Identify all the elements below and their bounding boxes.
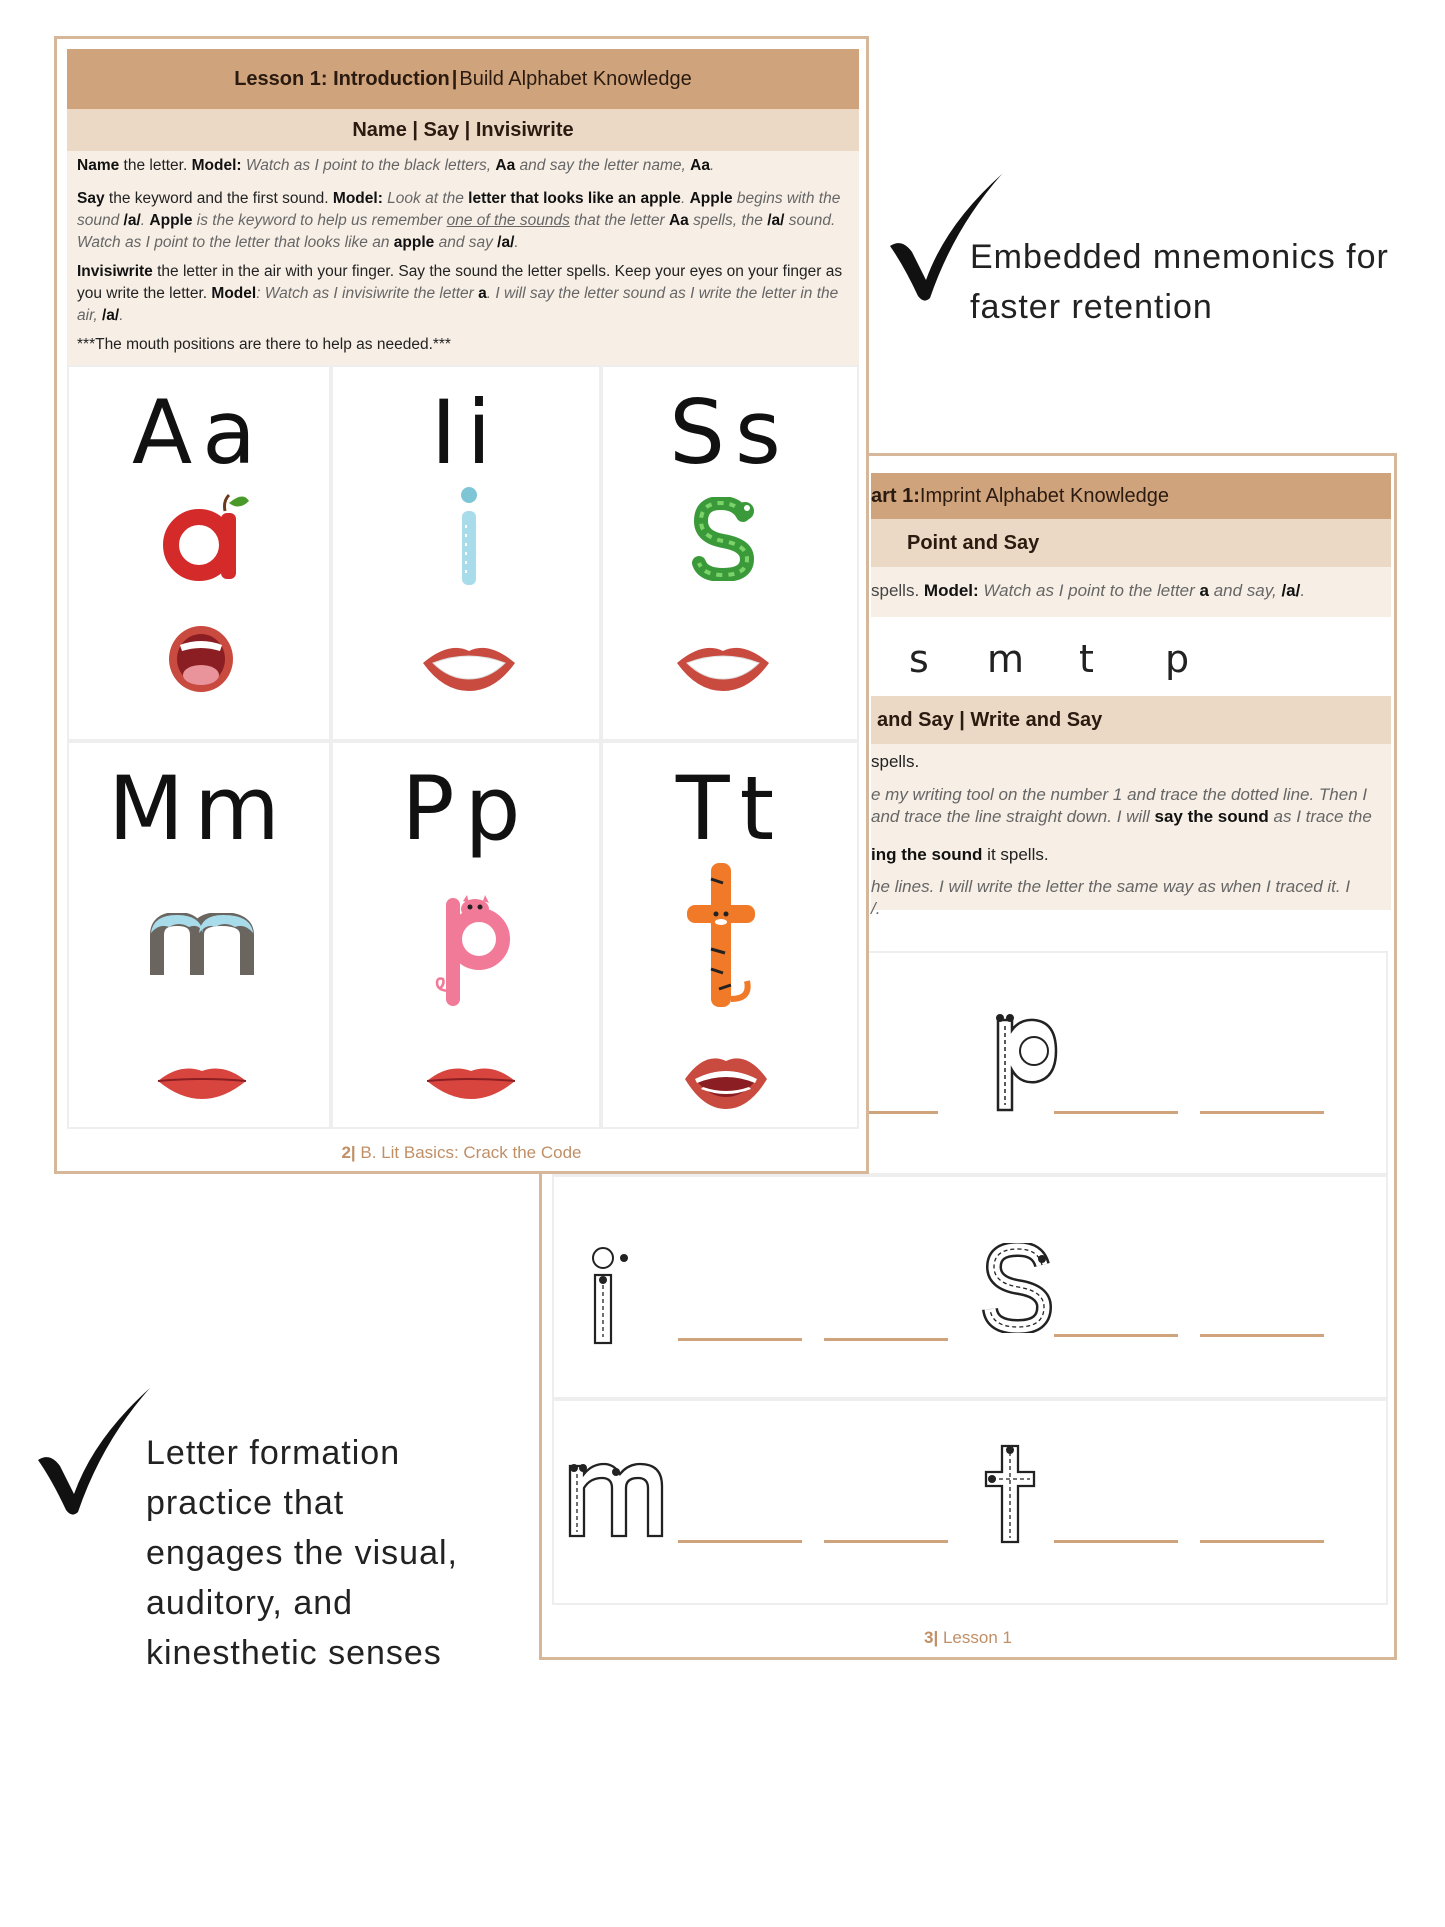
card-letters: Aa [131,381,267,484]
card-ii [331,365,601,741]
page3-header-rest: Imprint Alphabet Knowledge [919,484,1169,507]
trace-s-icon [982,1243,1054,1333]
card-letters: Tt [675,757,785,860]
page3-instruction-2: spells. [871,752,920,771]
mouth-closed-icon [423,1061,519,1101]
page3-subheader-point-and-say: Point and Say [871,519,1391,567]
page2-instructions-bg [67,151,859,365]
card-ss [601,365,859,741]
trace-row-2 [552,1175,1388,1399]
benefit-letter-formation: Letter formation practice that engages the visual, auditory, and kinesthetic senses [146,1434,458,1672]
page2-header-rest: Build Alphabet Knowledge [459,67,692,90]
blank-line[interactable] [678,1540,802,1543]
card-aa [67,365,331,741]
checkmark-icon [34,1382,154,1518]
card-mm [67,741,331,1129]
blank-line[interactable] [1054,1540,1178,1543]
benefit-mnemonics: Embedded mnemonics for faster retention [970,238,1389,326]
page3-header [871,473,1391,519]
mouth-open-icon [166,623,236,695]
trace-i-icon [590,1247,640,1347]
pig-p-icon [423,895,519,1011]
page2-footer: 2| B. Lit Basics: Crack the Code [341,1143,582,1162]
apple-a-icon [159,489,259,585]
snake-s-icon [689,497,759,581]
page2-header-bold: Lesson 1: Introduction [234,67,450,90]
mouth-closed-icon [154,1061,250,1101]
card-letters: Pp [401,757,531,860]
blank-line[interactable] [824,1338,948,1341]
blank-line[interactable] [678,1338,802,1341]
letter-row-m: m [987,637,1025,681]
icicle-i-icon [458,485,480,589]
card-pp [331,741,601,1129]
card-letters: Ii [430,381,502,484]
tiger-t-icon [681,859,761,1011]
page3-footer: 3| Lesson 1 [924,1628,1012,1647]
instruction-say: Say the keyword and the first sound. Model: Look at the letter that looks like an apple. Apple begins with the sound /a/. Apple is the keyword to help us remember one of the sounds that the letter Aa spells, the /a/ sound. Watch as I point to the letter that looks like an apple and say /a/. [77,190,841,251]
worksheet-page-2 [54,36,869,1174]
letter-row-t: t [1079,637,1094,681]
mouth-smile-icon [673,637,773,693]
page2-header: Lesson 1: Introduction | Build Alphabet Knowledge [67,49,859,109]
trace-p-icon [990,1010,1060,1114]
blank-line[interactable] [1200,1540,1324,1543]
blank-line[interactable] [1054,1334,1178,1337]
card-letters: Mm [108,757,290,860]
card-letters: Ss [669,381,791,484]
page3-instruction-4: ing the sound it spells. [871,845,1049,864]
page3-instruction-3: e my writing tool on the number 1 and trace the dotted line. Then I and trace the line straight down. I will say the sound as I trace the [871,785,1372,826]
mouth-smile-icon [419,637,519,693]
instruction-invisiwrite: Invisiwrite the letter in the air with your finger. Say the sound the letter spells. Keep your eyes on your finger as you write the letter. Model: Watch as I invisiwrite the letter a. I will say the letter sound as I write the letter in the air, /a/. [77,263,843,324]
trace-m-icon [566,1460,666,1540]
page2-subheader: Name | Say | Invisiwrite [67,109,859,151]
letter-row-p: p [1165,637,1190,681]
page3-header-bold: art 1: [871,484,920,507]
page3-subheader-write-and-say: and Say | Write and Say [871,696,1391,744]
page3-instruction-1: spells. Model: Watch as I point to the letter a and say, /a/. [871,581,1306,600]
blank-line[interactable] [1200,1111,1324,1114]
trace-row-3 [552,1399,1388,1605]
mouth-open-teeth-icon [681,1049,771,1111]
blank-line[interactable] [1200,1334,1324,1337]
letter-row-s: s [909,637,929,681]
card-tt [601,741,859,1129]
page3-instruction-5: he lines. I will write the letter the same way as when I traced it. I /. [871,877,1351,918]
blank-line[interactable] [1054,1111,1178,1114]
blank-line[interactable] [824,1540,948,1543]
instruction-name: Name the letter. Model: Watch as I point to the black letters, Aa and say the letter name, Aa. [77,157,715,174]
mountain-m-icon [149,913,261,977]
instruction-note: ***The mouth positions are there to help as needed.*** [77,336,451,353]
trace-t-icon [982,1442,1038,1546]
